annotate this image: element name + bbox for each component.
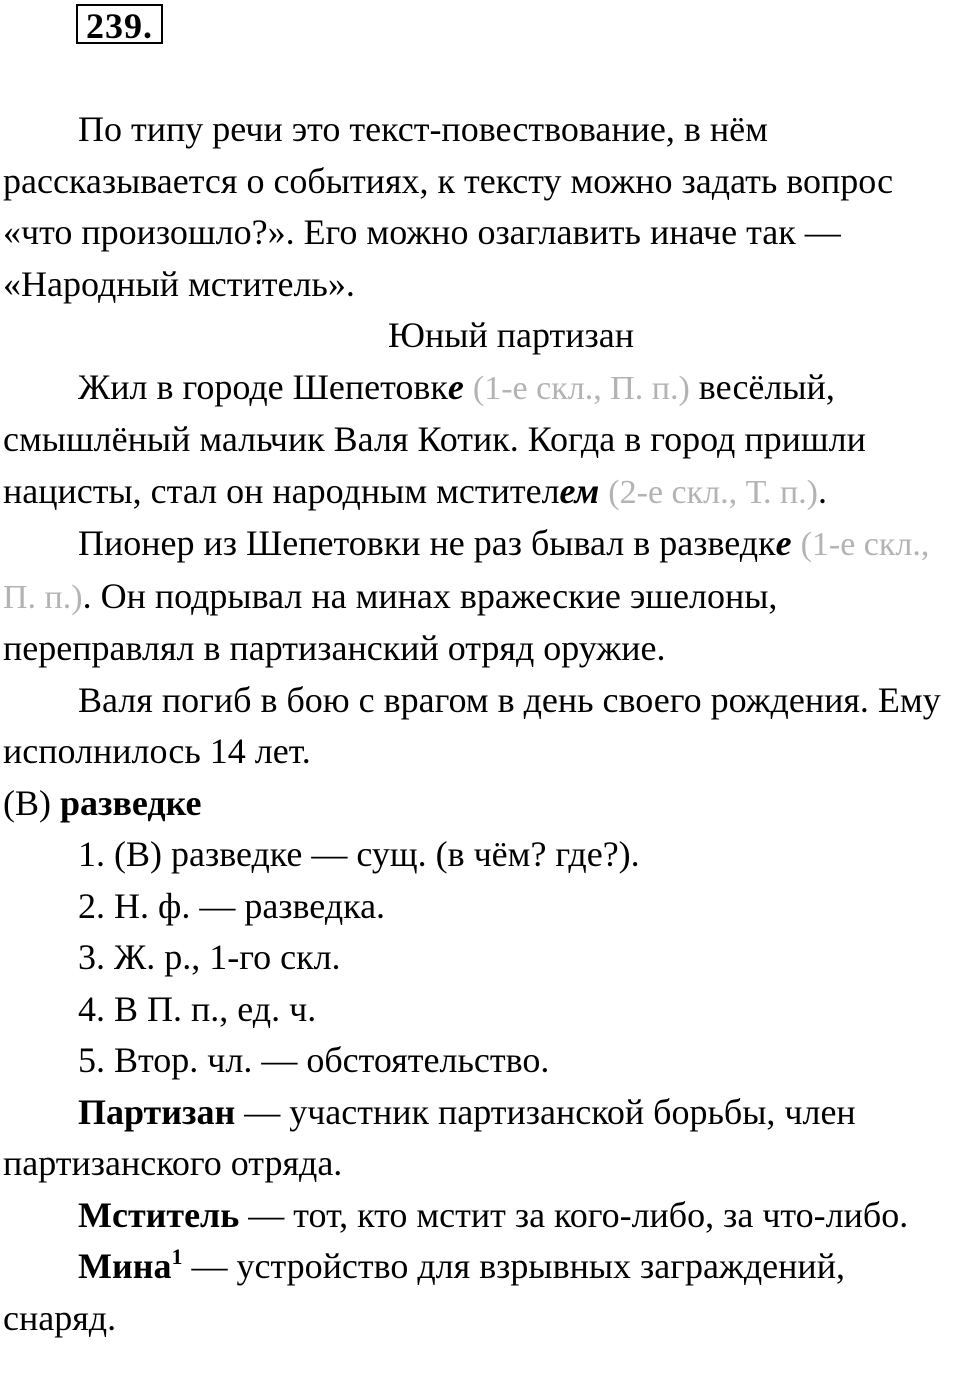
definition-mstitel — [3, 1190, 959, 1242]
definition-term: Партизан — [78, 1091, 236, 1132]
definition-text: — участник партизанской борьбы, член партизанского отряда. — [3, 1091, 856, 1183]
story-paragraph-3: Валя погиб в бою с врагом в день своего рождения. Ему исполнилось 14 лет. — [3, 679, 941, 771]
story-title: Юный партизан — [388, 315, 634, 355]
grammar-note: (1-е скл., П. п.) — [3, 526, 930, 616]
story-paragraph-2 — [3, 518, 959, 675]
definition-partizan — [3, 1087, 959, 1190]
definition-text: — устройство для взрывных заграждений, снаряд. — [3, 1246, 845, 1338]
story-paragraph-1 — [3, 362, 959, 519]
exercise-number: 239. — [76, 4, 163, 44]
story-text: . Он подрывал на минах вражеские эшелоны, переправлял в партизанский отряд оружие. — [3, 575, 778, 668]
story-text: Жил в городе Шепетовк — [78, 366, 448, 407]
analysis-step: 3. Ж. р., 1-го скл. — [78, 937, 341, 977]
definition-mina — [3, 1241, 959, 1344]
analysis-heading — [3, 778, 959, 830]
case-ending: е — [447, 366, 464, 407]
analysis-step: 5. Втор. чл. — обстоятельство. — [78, 1040, 550, 1080]
story-text: весёлый, смышлёный мальчик Валя Котик. Когда в город пришли нацисты, стал он народным мстител — [3, 366, 866, 511]
analysis-prefix: (В) — [3, 782, 60, 823]
grammar-note: (2-е скл., Т. п.) — [608, 473, 818, 511]
definition-text: — тот, кто мстит за кого-либо, за что-либо. — [239, 1194, 909, 1235]
definition-superscript: 1 — [171, 1244, 183, 1269]
answer-content — [3, 104, 959, 1344]
analysis-step: 4. В П. п., ед. ч. — [78, 988, 317, 1029]
story-text: . — [818, 470, 827, 511]
case-ending: е — [775, 523, 792, 563]
case-ending: ем — [559, 470, 600, 511]
grammar-note: (1-е скл., П. п.) — [472, 369, 690, 407]
definition-term: Мститель — [78, 1194, 240, 1235]
intro-paragraph: По типу речи это текст-повествование, в нём рассказывается о событиях, к тексту можно задать вопрос «что произошло?». Его можно озаглавить иначе так — «Народный мститель». — [3, 109, 894, 304]
story-text: Пионер из Шепетовки не раз бывал в разведк — [78, 523, 776, 563]
analysis-step: 1. (В) разведке — сущ. (в чём? где?). — [78, 834, 640, 874]
definition-term: Мина — [78, 1246, 172, 1286]
analysis-word: разведке — [60, 782, 202, 823]
analysis-step: 2. Н. ф. — разведка. — [78, 885, 386, 926]
